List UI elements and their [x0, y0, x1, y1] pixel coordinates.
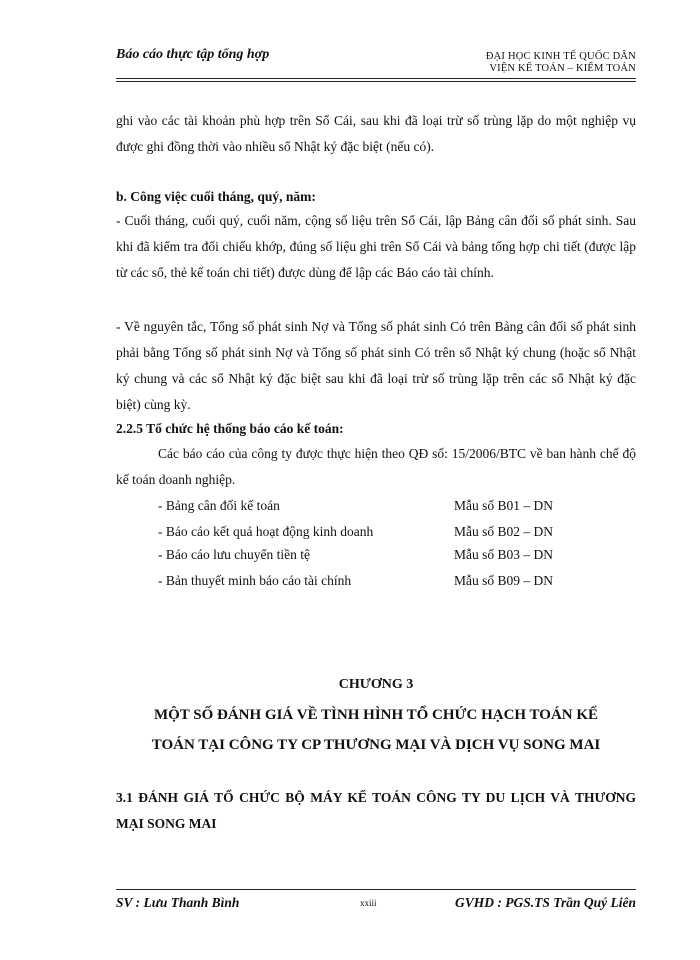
report-form-code: Mẫu số B02 – DN: [454, 524, 554, 539]
report-form-code: Mẫu số B03 – DN: [454, 547, 554, 562]
header-divider-thin: [116, 81, 636, 82]
chapter-title-line2: TOÁN TẠI CÔNG TY CP THƯƠNG MẠI VÀ DỊCH VỤ SONG MAI: [151, 737, 601, 753]
header-divider: [116, 78, 636, 79]
report-form-code: Mẫu số B09 – DN: [454, 573, 554, 588]
section-heading-3-1: 3.1 ĐÁNH GIÁ TỔ CHỨC BỘ MÁY KẾ TOÁN CÔNG TY DU LỊCH VÀ THƯƠNG MẠI SONG MAI: [116, 790, 636, 831]
report-form-code: Mẫu số B01 – DN: [454, 498, 554, 513]
footer-supervisor: GVHD : PGS.TS Trần Quý Liên: [454, 895, 636, 910]
report-name: - Bản thuyết minh báo cáo tài chính: [158, 573, 352, 588]
header-institute: VIỆN KẾ TOÁN – KIỂM TOÁN: [489, 63, 636, 74]
chapter-number: CHƯƠNG 3: [338, 677, 414, 692]
paragraph-period-end: - Cuối tháng, cuối quý, cuối năm, cộng số liệu trên Sổ Cái, lập Bảng cân đối số phát sinh. Sau khi đã kiểm tra đối chiếu khớp, đúng số liệu ghi trên Sổ Cái và bảng tổng hợp chi tiết (được lập từ các sổ, thẻ kế toán chi tiết) được dùng để lập các Báo cáo tài chính.: [116, 213, 636, 280]
report-list-item: [158, 568, 578, 594]
header-institution: [486, 51, 636, 75]
heading-reporting-system: 2.2.5 Tổ chức hệ thống báo cáo kế toán:: [116, 421, 344, 436]
chapter-title-line1: MỘT SỐ ĐÁNH GIÁ VỀ TÌNH HÌNH TỔ CHỨC HẠCH TOÁN KẾ: [153, 707, 599, 723]
report-name: - Báo cáo lưu chuyển tiền tệ: [158, 547, 311, 562]
paragraph-regulation: Các báo cáo của công ty được thực hiện theo QĐ số: 15/2006/BTC về ban hành chế độ kế toán doanh nghiệp.: [116, 446, 636, 487]
report-list-item: [158, 493, 578, 519]
footer-student: SV : Lưu Thanh Bình: [116, 895, 240, 910]
page-number: xxiii: [360, 898, 377, 908]
report-name: - Báo cáo kết quả hoạt động kinh doanh: [158, 524, 374, 539]
paragraph-principle: - Về nguyên tắc, Tổng số phát sinh Nợ và Tổng số phát sinh Có trên Bảng cân đối số phát sinh phải bằng Tổng số phát sinh Nợ và Tổng số phát sinh Có trên sổ Nhật ký chung (hoặc sổ Nhật ký chung và các sổ Nhật ký đặc biệt sau khi đã loại trừ số trùng lặp trên các sổ Nhật ký đặc biệt) cùng kỳ.: [116, 319, 636, 412]
report-name: - Bảng cân đối kế toán: [158, 498, 280, 513]
header-report-title: Báo cáo thực tập tổng hợp: [116, 47, 270, 62]
footer-divider: [116, 889, 636, 890]
heading-period-end-work: b. Công việc cuối tháng, quý, năm:: [116, 189, 316, 204]
report-list-item: [158, 542, 578, 568]
header-university: ĐẠI HỌC KINH TẾ QUỐC DÂN: [485, 51, 636, 62]
paragraph-ledger-posting: ghi vào các tài khoản phù hợp trên Sổ Cái, sau khi đã loại trừ số trùng lặp do một nghiệp vụ được ghi đồng thời vào nhiều sổ Nhật ký đặc biệt (nếu có).: [116, 113, 636, 154]
